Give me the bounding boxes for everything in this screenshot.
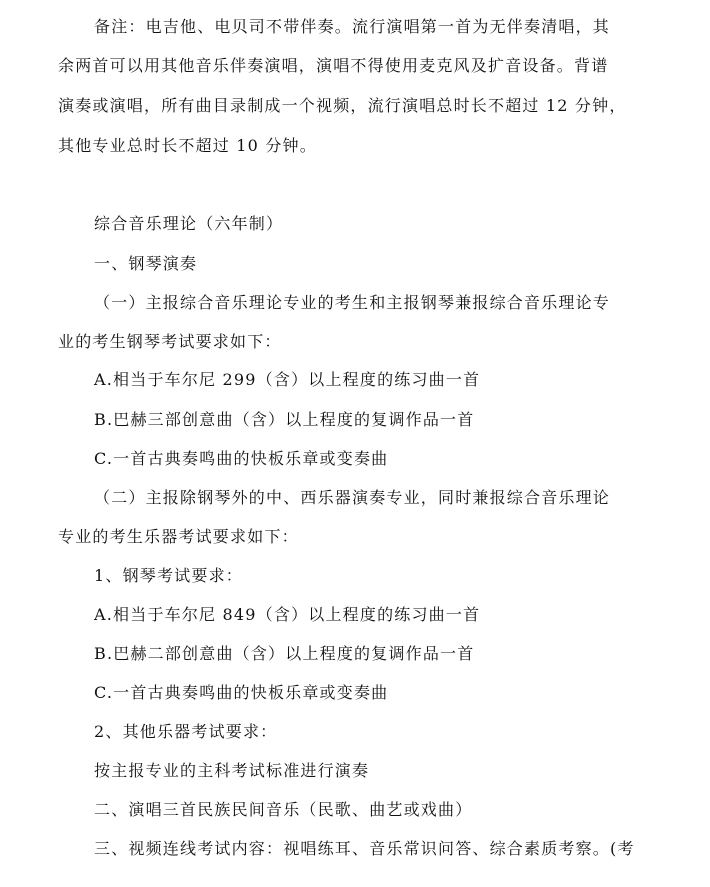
sub2-line-2: 专业的考生乐器考试要求如下： <box>58 527 299 546</box>
other-text: 按主报专业的主科考试标准进行演奏 <box>94 761 370 780</box>
other-heading: 2、其他乐器考试要求： <box>94 722 278 741</box>
piano-item-a: A.相当于车尔尼 849（含）以上程度的练习曲一首 <box>94 605 481 624</box>
sub1-item-c: C.一首古典奏鸣曲的快板乐章或变奏曲 <box>94 449 389 468</box>
note-line-3: 演奏或演唱，所有曲目录制成一个视频，流行演唱总时长不超过 12 分钟， <box>58 96 627 115</box>
section-title: 综合音乐理论（六年制） <box>94 214 284 233</box>
part3-text: 三、视频连线考试内容：视唱练耳、音乐常识问答、综合素质考察。(考 <box>94 839 635 858</box>
part1-heading: 一、钢琴演奏 <box>94 254 198 273</box>
part2-heading: 二、演唱三首民族民间音乐（民歌、曲艺或戏曲） <box>94 800 473 819</box>
note-line-1: 备注：电吉他、电贝司不带伴奏。流行演唱第一首为无伴奏清唱，其 <box>94 17 611 36</box>
sub1-line-1: （一）主报综合音乐理论专业的考生和主报钢琴兼报综合音乐理论专 <box>94 293 611 312</box>
sub2-line-1: （二）主报除钢琴外的中、西乐器演奏专业，同时兼报综合音乐理论 <box>94 488 611 507</box>
piano-item-c: C.一首古典奏鸣曲的快板乐章或变奏曲 <box>94 683 389 702</box>
piano-heading: 1、钢琴考试要求： <box>94 566 243 585</box>
sub1-line-2: 业的考生钢琴考试要求如下： <box>58 332 282 351</box>
note-line-4: 其他专业总时长不超过 10 分钟。 <box>58 136 317 155</box>
sub1-item-b: B.巴赫三部创意曲（含）以上程度的复调作品一首 <box>94 410 475 429</box>
piano-item-b: B.巴赫二部创意曲（含）以上程度的复调作品一首 <box>94 644 475 663</box>
note-line-2: 余两首可以用其他音乐伴奏演唱，演唱不得使用麦克风及扩音设备。背谱 <box>58 56 609 75</box>
sub1-item-a: A.相当于车尔尼 299（含）以上程度的练习曲一首 <box>94 370 481 389</box>
